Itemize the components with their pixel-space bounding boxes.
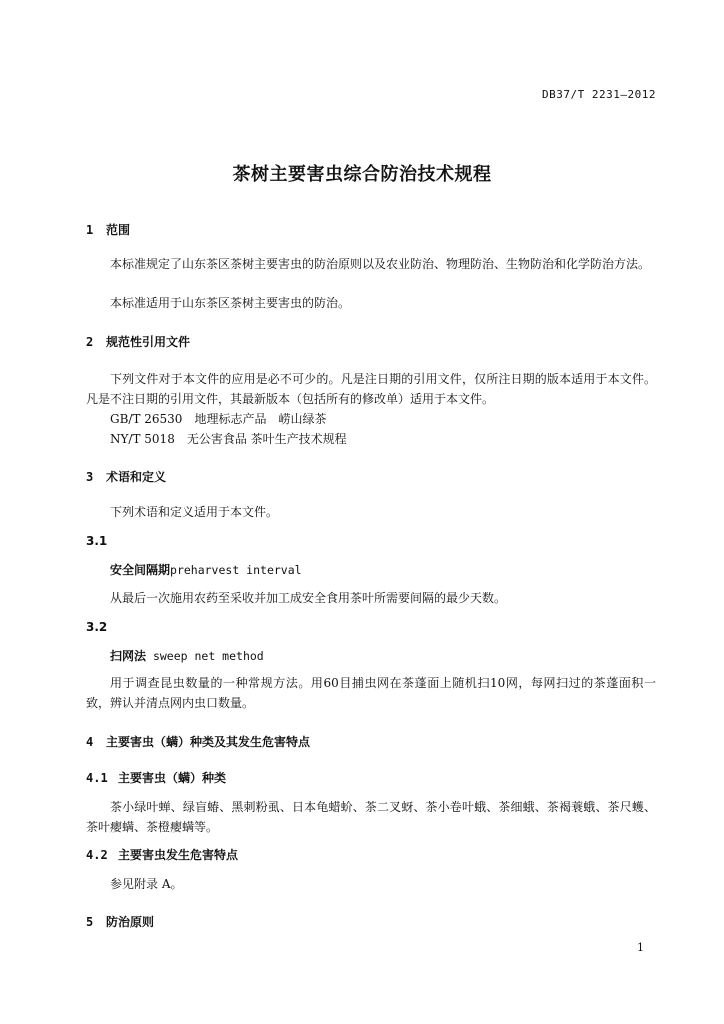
term-definition: 从最后一次施用农药至采收并加工成安全食用茶叶所需要间隔的最少天数。 <box>110 591 507 605</box>
term-english: sweep net method <box>146 649 264 663</box>
paragraph: 茶小绿叶蝉、绿盲蝽、黑刺粉虱、日本龟蜡蚧、茶二叉蚜、茶小卷叶蛾、茶细蛾、茶褐蓑蛾、茶尺蠖、茶叶瘿螨、茶橙瘿螨等。 <box>86 800 656 834</box>
section-title: 主要害虫（螨）种类及其发生危害特点 <box>106 735 311 749</box>
section-title: 防治原则 <box>106 915 155 929</box>
section-number: 2 <box>86 335 94 349</box>
subsection-4-1-heading <box>86 769 226 786</box>
term-entry <box>110 561 302 578</box>
section-title: 范围 <box>106 223 131 237</box>
reference-item: GB/T 26530 地理标志产品 崂山绿茶 <box>110 412 327 426</box>
paragraph: 本标准适用于山东茶区茶树主要害虫的防治。 <box>110 296 351 310</box>
subsection-title: 主要害虫（螨）种类 <box>118 771 227 785</box>
term-chinese: 安全间隔期 <box>110 563 171 577</box>
reference-item: NY/T 5018 无公害食品 茶叶生产技术规程 <box>110 432 347 446</box>
term-chinese: 扫网法 <box>110 649 147 663</box>
paragraph: 参见附录 A。 <box>110 877 183 891</box>
subsection-number: 4.2 <box>86 848 108 862</box>
term-entry <box>110 647 264 664</box>
section-2-heading <box>86 333 190 350</box>
section-title: 术语和定义 <box>106 470 167 484</box>
paragraph: 本标准规定了山东茶区茶树主要害虫的防治原则以及农业防治、物理防治、生物防治和化学防治方法。 <box>110 257 651 271</box>
section-title: 规范性引用文件 <box>106 335 191 349</box>
section-number: 5 <box>86 915 94 929</box>
subsection-number: 4.1 <box>86 771 108 785</box>
section-number: 3 <box>86 470 94 484</box>
term-english: preharvest interval <box>170 563 302 577</box>
standard-code: DB37/T 2231—2012 <box>542 88 656 101</box>
subsection-4-2-heading <box>86 846 238 863</box>
document-title: 茶树主要害虫综合防治技术规程 <box>232 164 492 185</box>
section-number: 4 <box>86 735 94 749</box>
subsection-title: 主要害虫发生危害特点 <box>118 848 239 862</box>
section-3-heading <box>86 468 166 485</box>
term-number: 3.1 <box>86 534 108 548</box>
paragraph: 下列术语和定义适用于本文件。 <box>110 505 279 519</box>
term-definition: 用于调查昆虫数量的一种常规方法。用60目捕虫网在茶蓬面上随机扫10网，每网扫过的茶蓬面积一致，辨认并清点网内虫口数量。 <box>86 676 656 710</box>
section-1-heading <box>86 221 130 238</box>
paragraph: 下列文件对于本文件的应用是必不可少的。凡是注日期的引用文件，仅所注日期的版本适用于本文件。凡是不注日期的引用文件，其最新版本（包括所有的修改单）适用于本文件。 <box>86 372 656 406</box>
section-4-heading <box>86 733 310 750</box>
section-number: 1 <box>86 223 94 237</box>
term-number: 3.2 <box>86 620 108 634</box>
page-number: 1 <box>637 941 644 954</box>
section-5-heading <box>86 913 154 930</box>
